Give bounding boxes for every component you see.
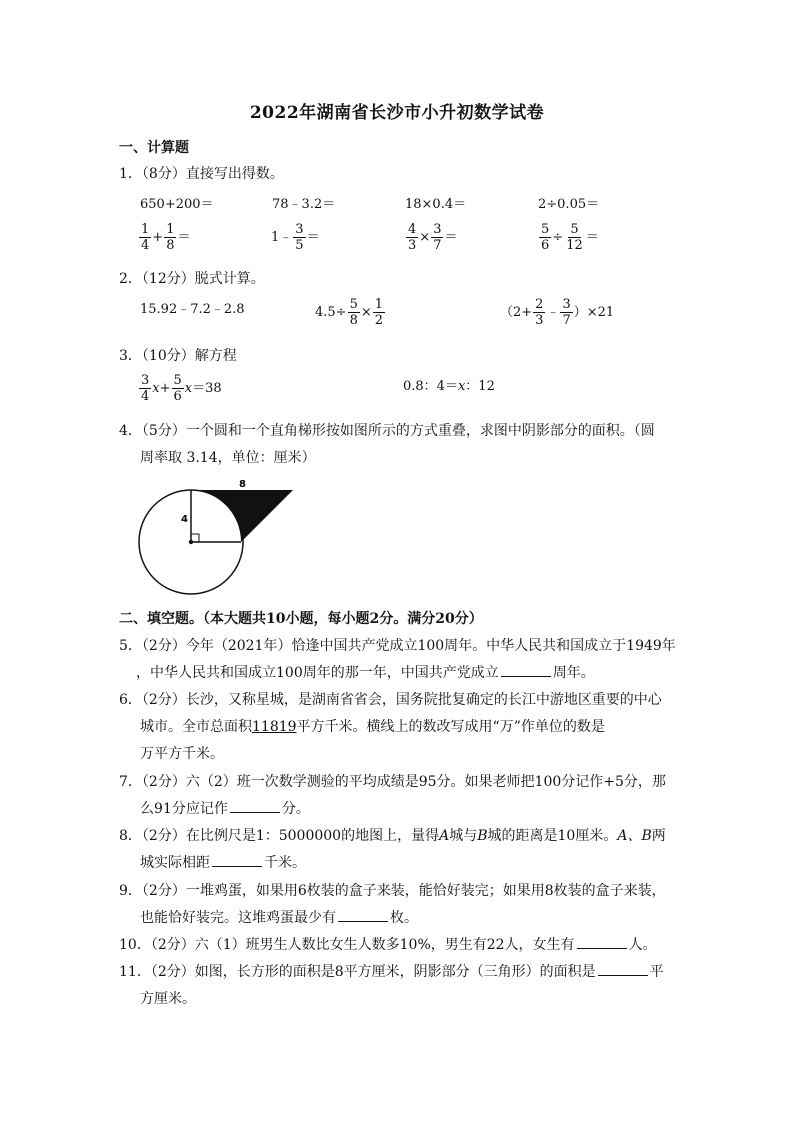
q1-item-4: 2÷0.05＝ — [538, 197, 600, 212]
q1-item-2: 78﹣3.2＝ — [272, 197, 336, 212]
q6-line-3: 万平方千米。 — [140, 746, 224, 762]
q9-line-2: 也能恰好装完。这堆鸡蛋最少有 枚。 — [140, 910, 418, 926]
q1-heading: 1．（8分）直接写出得数。 — [119, 166, 284, 182]
answer-blank[interactable] — [338, 909, 388, 922]
q2-heading: 2．（12分）脱式计算。 — [119, 271, 265, 287]
q4-line-1: 4．（5分）一个圆和一个直角梯形按如图所示的方式重叠，求图中阴影部分的面积。（圆 — [119, 423, 655, 439]
fraction: $\frac{1}{4}$ — [141, 222, 150, 253]
answer-blank[interactable] — [212, 854, 262, 867]
fraction: $\frac{3}{7}$ — [433, 222, 442, 253]
q11-line-2: 方厘米。 — [140, 991, 196, 1007]
label-top-8: 8 — [239, 479, 246, 490]
q1-item-5: $\frac{1}{4}$ + $\frac{1}{8}$ ＝ — [141, 222, 191, 253]
answer-blank[interactable] — [501, 664, 551, 677]
page-title: 2022年湖南省长沙市小升初数学试卷 — [249, 103, 545, 123]
q9-line-1: 9．（2分）一堆鸡蛋，如果用6枚装的盒子来装，能恰好装完；如果用8枚装的盒子来装， — [119, 883, 666, 899]
q8-line-2: 城实际相距 千米。 — [140, 855, 306, 871]
q7-line-2: 么91分应记作 分。 — [140, 801, 310, 817]
q3-heading: 3．（10分）解方程 — [119, 348, 237, 364]
q6-line-2: 城市。全市总面积11819平方千米。横线上的数改写成用“万”作单位的数是 — [140, 719, 605, 735]
q1-item-3: 18×0.4＝ — [405, 197, 467, 212]
q2-item-2: 4.5÷ $\frac{5}{8}$ × $\frac{1}{2}$ — [315, 297, 384, 328]
q5-line-2: ，中华人民共和国成立100周年的那一年，中国共产党成立 周年。 — [136, 665, 595, 681]
fraction: $\frac{3}{4}$ — [141, 373, 150, 404]
fraction: $\frac{3}{5}$ — [295, 222, 304, 253]
center-point — [189, 540, 193, 544]
q5-line-1: 5．（2分）今年（2021年）恰逢中国共产党成立100周年。中华人民共和国成立于1949年 — [119, 638, 676, 654]
q1-item-6: 1﹣ $\frac{3}{5}$ ＝ — [271, 222, 320, 253]
fraction: $\frac{5}{8}$ — [349, 297, 358, 328]
fraction: $\frac{2}{3}$ — [535, 297, 544, 328]
circle-trapezoid-figure — [135, 478, 300, 598]
fraction: $\frac{5}{6}$ — [541, 222, 550, 253]
q3-equation-1: $\frac{3}{4}$ x+ $\frac{5}{6}$ x＝38 — [141, 373, 222, 404]
fraction: $\frac{5}{6}$ — [173, 373, 182, 404]
q4-line-2: 周率取 3.14，单位：厘米） — [140, 450, 316, 466]
label-left-4: 4 — [181, 514, 188, 525]
q10-line-1: 10．（2分）六（1）班男生人数比女生人数多10%，男生有22人，女生有 人。 — [119, 937, 657, 953]
answer-blank[interactable] — [598, 963, 648, 976]
fraction: $\frac{4}{3}$ — [408, 222, 417, 253]
q11-line-1: 11．（2分）如图，长方形的面积是8平方厘米，阴影部分（三角形）的面积是 平 — [119, 964, 664, 980]
fraction: $\frac{1}{8}$ — [166, 222, 175, 253]
answer-blank[interactable] — [577, 936, 627, 949]
q6-line-1: 6．（2分）长沙，又称星城，是湖南省省会，国务院批复确定的长江中游地区重要的中心 — [119, 692, 662, 708]
section-heading-calc: 一、计算题 — [119, 140, 189, 156]
fraction: $\frac{1}{2}$ — [374, 297, 384, 328]
q3-equation-2: 0.8：4＝x：12 — [403, 379, 495, 394]
q2-item-1: 15.92﹣7.2﹣2.8 — [140, 302, 245, 317]
q1-item-7: $\frac{4}{3}$ × $\frac{3}{7}$ ＝ — [408, 222, 458, 253]
q2-item-3: （2+ $\frac{2}{3}$ ﹣ $\frac{3}{7}$ ）×21 — [500, 297, 615, 328]
q1-item-1: 650+200＝ — [140, 197, 214, 212]
answer-blank[interactable] — [230, 800, 280, 813]
q1-item-8: $\frac{5}{6}$ ÷ $\frac{5}{12}$ ＝ — [541, 222, 599, 253]
q8-line-1: 8．（2分）在比例尺是1：5000000的地图上，量得A城与B城的距离是10厘米。A、B两 — [119, 828, 666, 844]
section-heading-fill: 二、填空题。（本大题共10小题，每小题2分。满分20分） — [119, 611, 483, 627]
q7-line-1: 7．（2分）六（2）班一次数学测验的平均成绩是95分。如果老师把100分记作+5分，那 — [119, 774, 666, 790]
fraction: $\frac{3}{7}$ — [562, 297, 571, 328]
fraction: $\frac{5}{12}$ — [566, 222, 583, 253]
